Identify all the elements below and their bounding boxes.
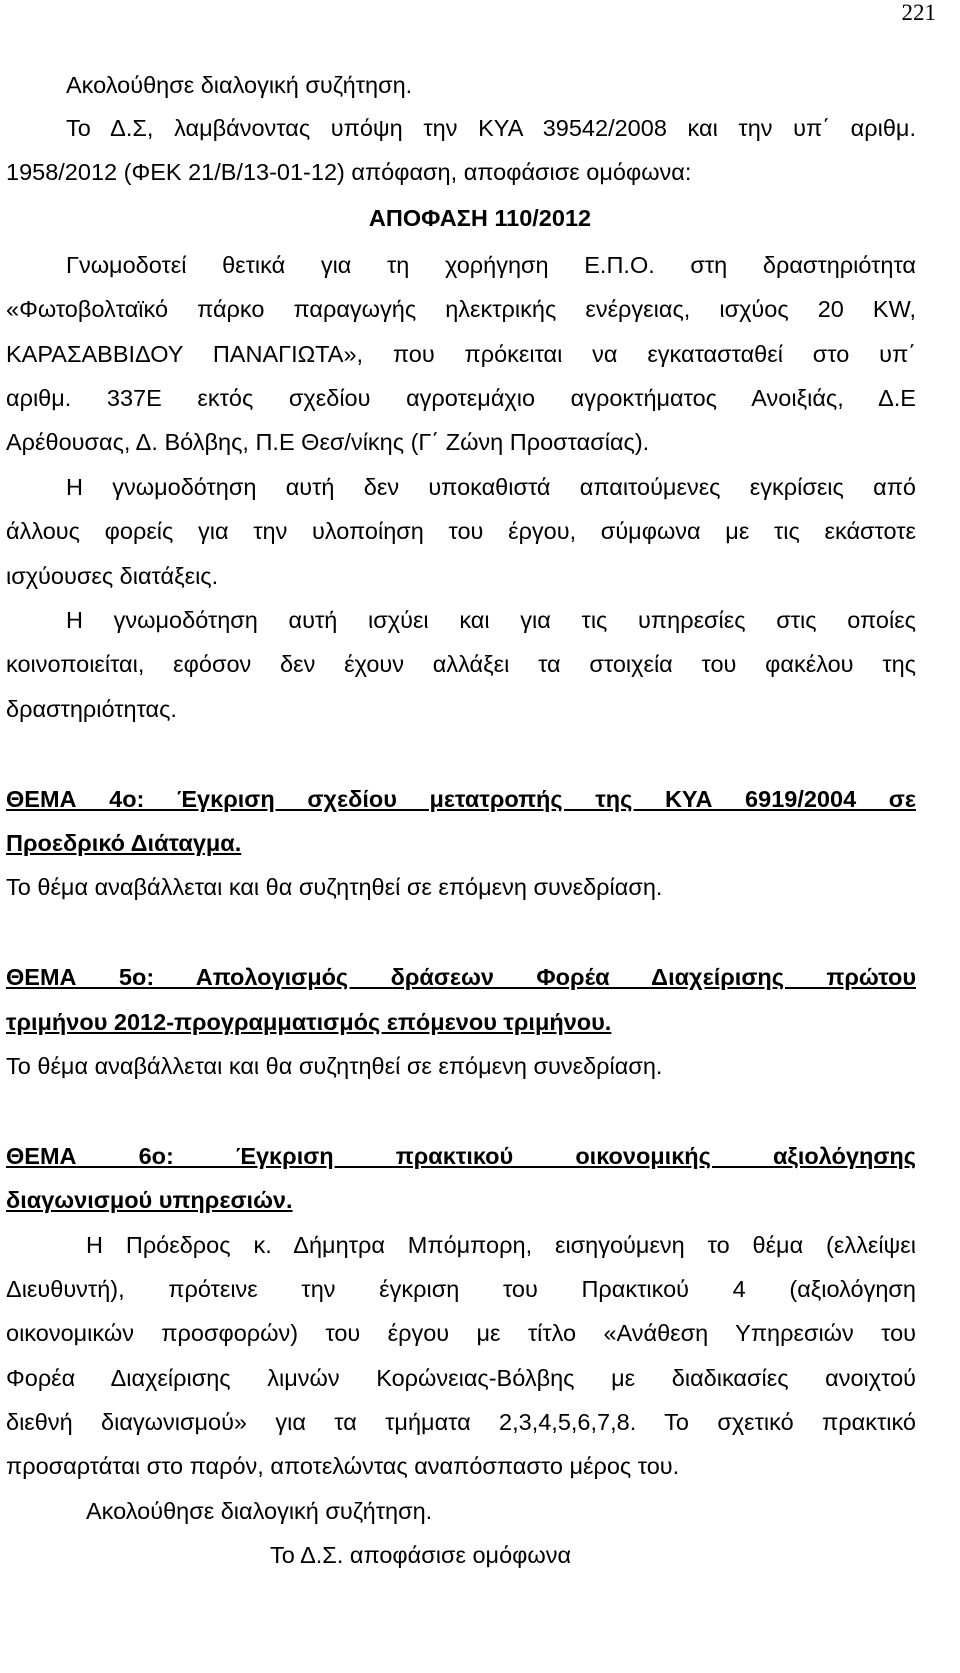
topic-6-heading: ΘΕΜΑ 6ο: Έγκριση πρακτικού οικονομικής αξιολόγησης (6, 1143, 916, 1169)
decision-heading: ΑΠΟΦΑΣΗ 110/2012 (368, 205, 592, 231)
text-line: Ακολούθησε διαλογική συζήτηση. (66, 72, 413, 98)
text-line: ισχύουσες διατάξεις. (6, 563, 219, 589)
topic-4-heading-cont: Προεδρικό Διάταγμα. (6, 830, 242, 856)
text-line: δραστηριότητας. (6, 696, 177, 722)
topic-5-heading-cont: τριμήνου 2012-προγραμματισμός επόμενου τριμήνου. (6, 1009, 612, 1035)
text-line: ΚΑΡΑΣΑΒΒΙΔΟΥ ΠΑΝΑΓΙΩΤΑ», που πρόκειται να εγκατασταθεί στο υπ΄ (6, 341, 916, 367)
text-line: Το Δ.Σ. αποφάσισε ομόφωνα (270, 1542, 572, 1568)
text-line: άλλους φορείς για την υλοποίηση του έργου, σύμφωνα με τις εκάστοτε (6, 518, 916, 544)
text-line: οικονομικών προσφορών) του έργου με τίτλο «Ανάθεση Υπηρεσιών του (6, 1320, 916, 1346)
topic-6-heading-cont: διαγωνισμού υπηρεσιών. (6, 1187, 293, 1213)
topic-4-note: Το θέμα αναβάλλεται και θα συζητηθεί σε επόμενη συνεδρίαση. (6, 874, 663, 900)
topic-5-heading: ΘΕΜΑ 5ο: Απολογισμός δράσεων Φορέα Διαχείρισης πρώτου (6, 964, 916, 990)
text-line: Η Πρόεδρος κ. Δήμητρα Μπόμπορη, εισηγούμενη το θέμα (ελλείψει (86, 1232, 916, 1258)
text-line: προσαρτάται στο παρόν, αποτελώντας αναπόσπαστο μέρος του. (6, 1453, 680, 1479)
text-line: Ακολούθησε διαλογική συζήτηση. (86, 1498, 433, 1524)
text-line: Το Δ.Σ, λαμβάνοντας υπόψη την ΚΥΑ 39542/2008 και την υπ΄ αριθμ. (66, 115, 916, 141)
text-line: Η γνωμοδότηση αυτή δεν υποκαθιστά απαιτούμενες εγκρίσεις από (66, 474, 916, 500)
page-number: 221 (901, 0, 936, 25)
topic-5-note: Το θέμα αναβάλλεται και θα συζητηθεί σε επόμενη συνεδρίαση. (6, 1053, 663, 1079)
text-line: 1958/2012 (ΦΕΚ 21/Β/13-01-12) απόφαση, αποφάσισε ομόφωνα: (6, 159, 692, 185)
text-line: Αρέθουσας, Δ. Βόλβης, Π.Ε Θεσ/νίκης (Γ΄ Ζώνη Προστασίας). (6, 429, 650, 455)
text-line: διεθνή διαγωνισμού» για τα τμήματα 2,3,4,5,6,7,8. Το σχετικό πρακτικό (6, 1409, 916, 1435)
topic-4-heading: ΘΕΜΑ 4ο: Έγκριση σχεδίου μετατροπής της ΚΥΑ 6919/2004 σε (6, 786, 916, 812)
text-line: Φορέα Διαχείρισης λιμνών Κορώνειας-Βόλβης με διαδικασίες ανοιχτού (6, 1365, 916, 1391)
text-line: Η γνωμοδότηση αυτή ισχύει και για τις υπηρεσίες στις οποίες (66, 607, 916, 633)
text-line: κοινοποιείται, εφόσον δεν έχουν αλλάξει τα στοιχεία του φακέλου της (6, 651, 916, 677)
text-line: «Φωτοβολταϊκό πάρκο παραγωγής ηλεκτρικής ενέργειας, ισχύος 20 KW, (6, 296, 916, 322)
text-line: Γνωμοδοτεί θετικά για τη χορήγηση Ε.Π.Ο. στη δραστηριότητα (66, 252, 916, 278)
text-line: Διευθυντή), πρότεινε την έγκριση του Πρακτικού 4 (αξιολόγηση (6, 1276, 916, 1302)
text-line: αριθμ. 337Ε εκτός σχεδίου αγροτεμάχιο αγροκτήματος Ανοιξιάς, Δ.Ε (6, 385, 916, 411)
